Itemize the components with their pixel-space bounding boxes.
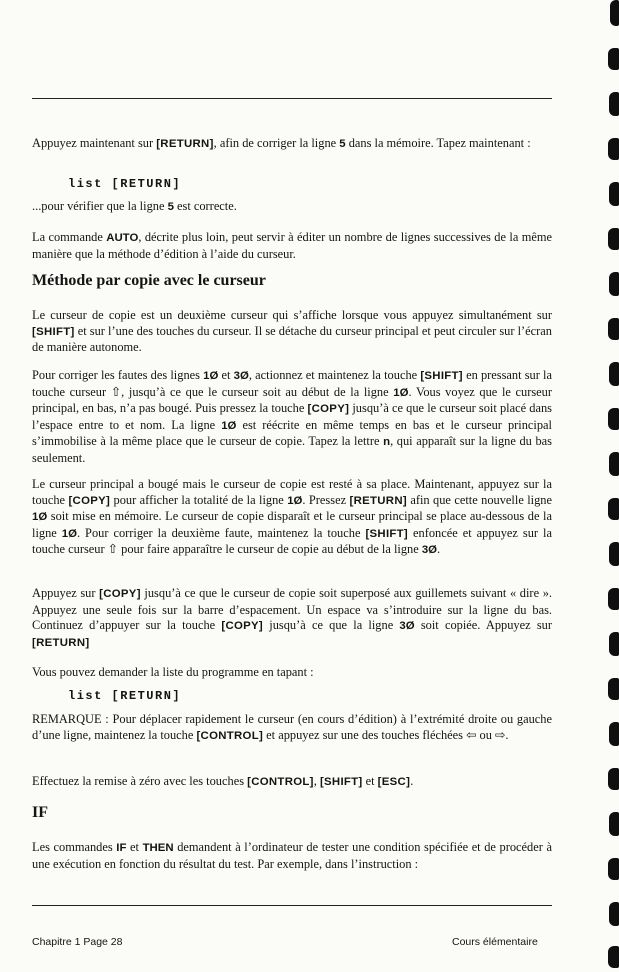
paragraph-verify-line: ...pour vérifier que la ligne 5 est correcte. (32, 199, 237, 213)
paragraph-correct-lines: Pour corriger les fautes des lignes 1Ø et 3Ø, actionnez et maintenez la touche [SHIFT] en pressant sur la touche curseur ⇧, jusqu’à ce que le curseur soit au début de la ligne 1Ø. Vous voyez que le curseur principal, en bas, n’a pas bougé. Puis pressez la touche [COPY] jusqu’à ce que le curseur soit placé dans l’espace entre to et nom. La ligne 1Ø est réécrite en même temps en bas et le curseur principal s’immobilise à la même place que le curseur de copie. Tapez la lettre n, qui apparaît sur la ligne du bas seulement. (32, 368, 552, 465)
paragraph-main-cursor-moved: Le curseur principal a bougé mais le curseur de copie est resté à sa place. Maintenant, appuyez sur la touche [COPY] pour afficher la totalité de la ligne 1Ø. Pressez [RETURN] afin que cette nouvelle ligne 1Ø soit mise en mémoire. Le curseur de copie disparaît et le curseur principal se place au-dessous de la ligne 1Ø. Pour corriger la deuxième faute, maintenez la touche [SHIFT] enfoncée et appuyez sur la touche curseur ⇧ pour faire apparaître le curseur de copie au début de la ligne 3Ø. (32, 477, 553, 557)
footer-rule (32, 905, 552, 906)
footer-section-title: Cours élémentaire (452, 936, 538, 948)
paragraph-reset: Effectuez la remise à zéro avec les touches [CONTROL], [SHIFT] et [ESC]. (32, 774, 414, 788)
section-heading-copy-method: Méthode par copie avec le curseur (32, 272, 266, 289)
code-list-return-2: list [RETURN] (68, 689, 182, 703)
paragraph-auto-command: La commande AUTO, décrite plus loin, peut servir à éditer un nombre de lignes successives de la même manière que la méthode d’édition à l’aide du curseur. (32, 230, 552, 261)
paragraph-return-instruction: Appuyez maintenant sur [RETURN], afin de corriger la ligne 5 dans la mémoire. Tapez maintenant : (32, 136, 531, 150)
paragraph-copy-quotes: Appuyez sur [COPY] jusqu’à ce que le curseur de copie soit superposé aux guillemets suivant « dire ». Appuyez une seule fois sur la barre d’espacement. Un espace va s’introduire sur la ligne du bas. Continuez d’appuyer sur la touche [COPY] jusqu’à ce que la ligne 3Ø soit copiée. Appuyez sur [RETURN] (32, 586, 552, 649)
paragraph-if-then: Les commandes IF et THEN demandent à l’ordinateur de tester une condition spécifiée et de procéder à une exécution en fonction du résultat du test. Par exemple, dans l’instruction : (32, 840, 552, 871)
footer-chapter-page: Chapitre 1 Page 28 (32, 936, 123, 948)
spiral-binding-edge (605, 0, 619, 972)
return-key-label: [RETURN] (156, 138, 214, 150)
paragraph-list-program: Vous pouvez demander la liste du programme en tapant : (32, 665, 314, 679)
header-rule (32, 98, 552, 99)
code-list-return-1: list [RETURN] (68, 177, 182, 191)
paragraph-remarque: REMARQUE : Pour déplacer rapidement le curseur (en cours d’édition) à l’extrémité droite ou gauche d’une ligne, maintenez la touche [CONTROL] et appuyez sur une des touches fléchées ⇦ ou ⇨. (32, 712, 552, 742)
section-heading-if: IF (32, 804, 48, 821)
paragraph-copy-cursor-intro: Le curseur de copie est un deuxième curseur qui s’affiche lorsque vous appuyez simultanément sur [SHIFT] et sur l’une des touches du curseur. Il se détache du curseur principal et peut circuler sur l’écran de manière autonome. (32, 308, 552, 355)
